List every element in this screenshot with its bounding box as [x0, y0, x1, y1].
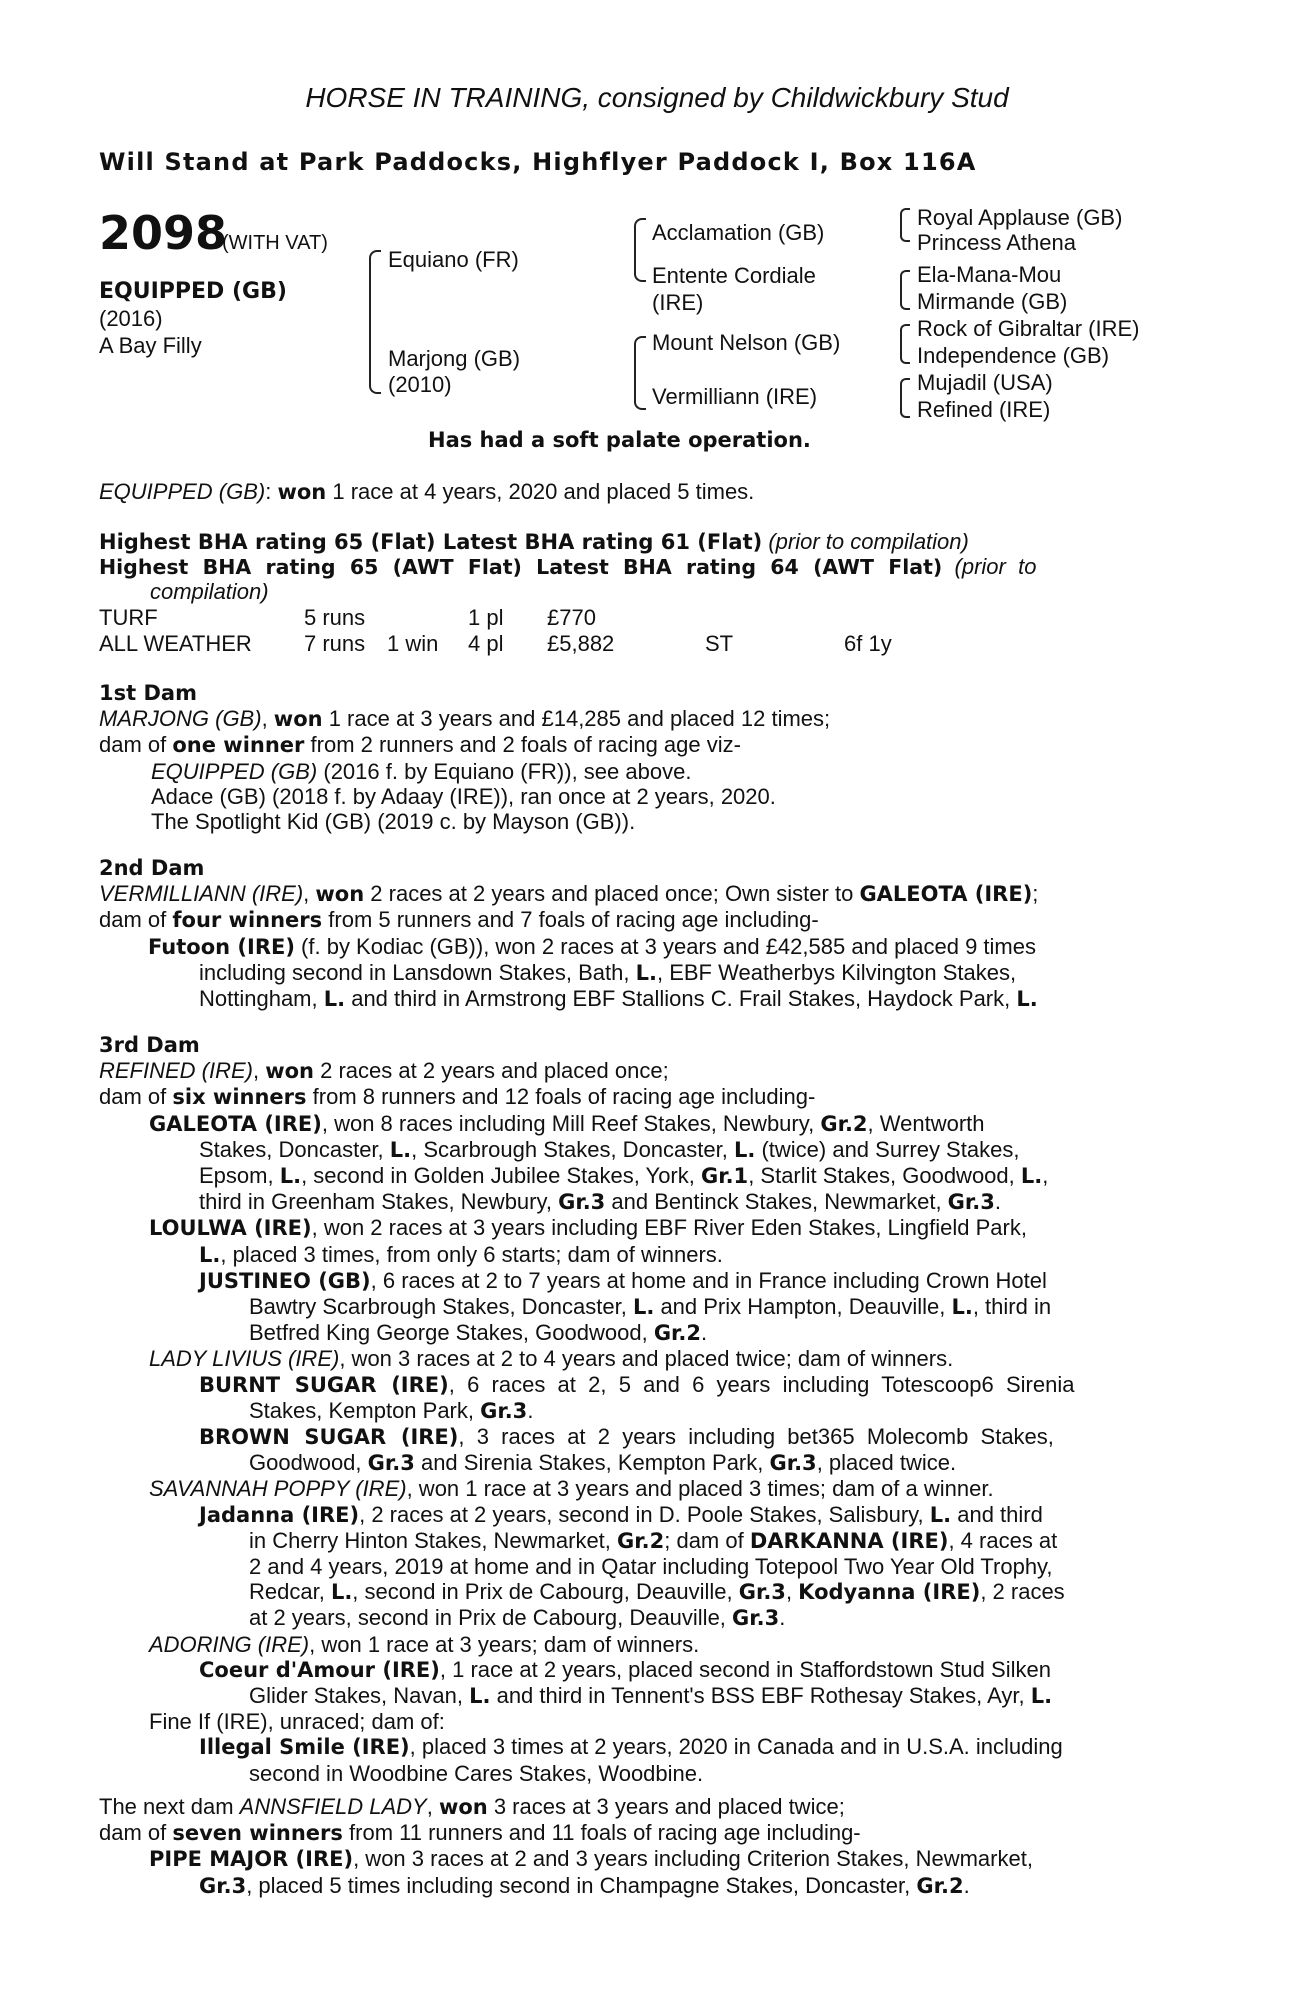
- summary-name: EQUIPPED (GB): [99, 479, 266, 504]
- produce-name: BROWN SUGAR (IRE): [199, 1425, 459, 1450]
- second-dam-section: [99, 855, 1219, 1012]
- text: , won 3 races at 2 to 4 years and placed twice; dam of winners.: [339, 1346, 954, 1372]
- grade: L.: [1016, 987, 1038, 1012]
- produce-name: Futoon (IRE): [148, 934, 295, 959]
- won-text: won: [438, 1795, 488, 1819]
- grade: Gr.3: [947, 1190, 995, 1215]
- text: , 6 races at 2 to 7 years at home and in France including Crown Hotel: [370, 1267, 1047, 1293]
- text: , won 8 races including Mill Reef Stakes, Newbury,: [321, 1110, 821, 1136]
- record-aw-going: ST: [705, 631, 734, 656]
- record-turf-runs: 5 runs: [304, 605, 366, 630]
- horse-name: EQUIPPED (GB): [99, 279, 287, 304]
- text: from 5 runners and 7 foals of racing age including-: [322, 907, 819, 933]
- produce-name: PIPE MAJOR (IRE): [149, 1847, 354, 1872]
- text: Bawtry Scarbrough Stakes, Doncaster,: [249, 1294, 633, 1320]
- grade: L.: [199, 1242, 221, 1267]
- record-turf-placed: 1 pl: [468, 605, 504, 630]
- ancestor-7: Mujadil (USA): [917, 370, 1053, 395]
- dam-year: (2010): [388, 372, 452, 397]
- ancestor-8: Refined (IRE): [917, 397, 1051, 422]
- grade: L.: [929, 1502, 952, 1527]
- produce-name: Jadanna (IRE): [199, 1502, 360, 1527]
- text: and Sirenia Stakes, Kempton Park,: [414, 1450, 770, 1476]
- grade: L.: [951, 1295, 973, 1320]
- grandsire-sire: Acclamation (GB): [652, 220, 825, 245]
- text: dam of: [99, 732, 173, 758]
- third-dam-name: REFINED (IRE): [99, 1058, 253, 1084]
- grade: Gr.2: [653, 1321, 702, 1346]
- record-aw-placed: 4 pl: [468, 631, 504, 656]
- grade: L.: [1020, 1164, 1043, 1189]
- grade: L.: [469, 1684, 491, 1709]
- grade: Gr.2: [617, 1528, 665, 1553]
- lot-number: 2098: [99, 206, 228, 260]
- winners-count: seven winners: [172, 1821, 343, 1846]
- grade: Gr.3: [738, 1580, 786, 1605]
- text: from 2 runners and 2 foals of racing age viz-: [304, 732, 741, 758]
- text: .: [779, 1605, 786, 1631]
- produce-name: Coeur d'Amour (IRE): [199, 1657, 440, 1682]
- first-dam-name: MARJONG (GB): [99, 706, 262, 732]
- produce-name: JUSTINEO (GB): [199, 1268, 371, 1293]
- dam: Marjong (GB): [388, 346, 521, 371]
- won-text: won: [273, 707, 323, 732]
- text: Redcar,: [249, 1579, 331, 1605]
- ancestor-2: Princess Athena: [917, 230, 1076, 255]
- record-aw-wins: 1 win: [387, 631, 439, 656]
- produce-name: Kodyanna (IRE): [798, 1580, 981, 1605]
- text: ,: [426, 1794, 439, 1819]
- text: The next dam: [99, 1794, 240, 1819]
- produce-name: ADORING (IRE): [149, 1631, 310, 1657]
- produce-name: LOULWA (IRE): [149, 1216, 312, 1241]
- text: and Prix Hampton, Deauville,: [654, 1294, 952, 1320]
- winners-count: six winners: [172, 1085, 307, 1110]
- text: ;: [1032, 881, 1039, 907]
- next-dam-section: [99, 1794, 1219, 1899]
- brace-g78: [900, 378, 910, 418]
- text: (2016 f. by Equiano (FR)), see above.: [317, 758, 692, 784]
- produce-entry: Fine If (IRE), unraced; dam of:: [149, 1709, 445, 1735]
- produce-name: Illegal Smile (IRE): [199, 1735, 410, 1760]
- text: from 8 runners and 12 foals of racing age including-: [306, 1084, 816, 1110]
- ancestor-1: Royal Applause (GB): [917, 205, 1123, 230]
- text: .: [527, 1397, 534, 1423]
- won-text: won: [315, 882, 365, 907]
- sire: Equiano (FR): [388, 247, 519, 272]
- text: .: [963, 1872, 970, 1898]
- produce-name: BURNT SUGAR (IRE): [199, 1372, 449, 1397]
- granddam-dam: Vermilliann (IRE): [652, 384, 818, 409]
- brace-g56: [900, 324, 910, 364]
- record-aw-runs: 7 runs: [304, 631, 366, 656]
- race-summary: EQUIPPED (GB): won 1 race at 4 years, 2020 and placed 5 times.: [99, 479, 755, 504]
- text: and third: [951, 1501, 1043, 1527]
- text: 2 races at 2 years and placed once;: [314, 1058, 669, 1084]
- text: (twice) and Surrey Stakes,: [755, 1136, 1020, 1162]
- winners-count: one winner: [172, 733, 305, 758]
- text: ,: [785, 1579, 799, 1605]
- text: .: [701, 1320, 708, 1346]
- text: , EBF Weatherbys Kilvington Stakes,: [656, 959, 1017, 985]
- produce-name: LADY LIVIUS (IRE): [149, 1346, 340, 1372]
- record-aw-prize: £5,882: [547, 631, 615, 656]
- text: ,: [261, 706, 274, 732]
- text: , placed twice.: [816, 1450, 957, 1476]
- brace-g12: [900, 208, 910, 242]
- text: second in Woodbine Cares Stakes, Woodbine.: [249, 1760, 704, 1786]
- grade: Gr.3: [199, 1873, 247, 1898]
- text: , placed 3 times at 2 years, 2020 in Canada and in U.S.A. including: [409, 1734, 1063, 1760]
- summary-won: won: [277, 480, 327, 504]
- text: in Cherry Hinton Stakes, Newmarket,: [249, 1527, 618, 1553]
- grade: Gr.3: [769, 1451, 817, 1476]
- grade: L.: [635, 960, 657, 985]
- produce-entry: The Spotlight Kid (GB) (2019 c. by Mayson (GB)).: [151, 809, 636, 835]
- rating-awt: [99, 554, 1036, 580]
- ancestor-6: Independence (GB): [917, 343, 1110, 368]
- sibling-name: GALEOTA (IRE): [859, 882, 1033, 907]
- text: ,: [303, 881, 316, 907]
- second-dam-heading: 2nd Dam: [99, 856, 205, 880]
- first-dam-heading: 1st Dam: [99, 681, 197, 705]
- rating-awt-note: (prior to: [942, 554, 1037, 579]
- text: Glider Stakes, Navan,: [249, 1683, 470, 1709]
- horse-year: (2016): [99, 306, 163, 331]
- text: , won 1 race at 3 years; dam of winners.: [309, 1631, 700, 1657]
- text: dam of: [99, 1820, 173, 1846]
- text: , third in: [972, 1294, 1052, 1320]
- grade: L.: [330, 1580, 353, 1605]
- rating-awt-bold: Highest BHA rating 65 (AWT Flat) Latest BHA rating 64 (AWT Flat): [99, 555, 943, 579]
- pedigree-brace: [369, 250, 381, 394]
- grade: L.: [733, 1137, 756, 1162]
- grade: L.: [632, 1295, 655, 1320]
- record-turf-prize: £770: [547, 605, 596, 630]
- text: ,: [1042, 1163, 1049, 1189]
- grade: Gr.2: [820, 1111, 868, 1136]
- text: from 11 runners and 11 foals of racing age including-: [342, 1820, 861, 1846]
- text: Stakes, Doncaster,: [199, 1136, 390, 1162]
- text: third in Greenham Stakes, Newbury,: [199, 1189, 559, 1215]
- rating-flat-note: (prior to compilation): [762, 529, 969, 554]
- text: , won 1 race at 3 years and placed 3 times; dam of a winner.: [406, 1476, 994, 1502]
- text: and third in Armstrong EBF Stallions C. Frail Stakes, Haydock Park,: [345, 986, 1017, 1012]
- ancestor-3: Ela-Mana-Mou: [917, 262, 1062, 287]
- grade: Gr.3: [732, 1606, 780, 1631]
- grade: Gr.1: [700, 1164, 749, 1189]
- produce-name: SAVANNAH POPPY (IRE): [149, 1476, 407, 1502]
- vat-note: (WITH VAT): [222, 232, 328, 254]
- text: , second in Prix de Cabourg, Deauville,: [352, 1579, 739, 1605]
- text: at 2 years, second in Prix de Cabourg, Deauville,: [249, 1605, 733, 1631]
- ancestor-4: Mirmande (GB): [917, 289, 1068, 314]
- sire-brace: [634, 218, 646, 282]
- won-text: won: [265, 1059, 315, 1084]
- text: 3 races at 3 years and placed twice;: [487, 1794, 845, 1819]
- produce-name: EQUIPPED (GB): [151, 758, 318, 784]
- text: , Scarbrough Stakes, Doncaster,: [411, 1136, 734, 1162]
- text: , 4 races at: [948, 1527, 1058, 1553]
- text: , placed 3 times, from only 6 starts; dam of winners.: [220, 1241, 723, 1267]
- text: Betfred King George Stakes, Goodwood,: [249, 1320, 654, 1346]
- text: , placed 5 times including second in Champagne Stakes, Doncaster,: [246, 1872, 917, 1898]
- grade: Gr.3: [480, 1398, 528, 1423]
- granddam-sire-b: (IRE): [652, 290, 704, 315]
- text: including second in Lansdown Stakes, Bath,: [199, 959, 636, 985]
- text: Goodwood,: [249, 1450, 368, 1476]
- text: ; dam of: [664, 1527, 750, 1553]
- text: ,: [253, 1058, 266, 1084]
- text: Epsom,: [199, 1163, 280, 1189]
- summary-rest: 1 race at 4 years, 2020 and placed 5 times.: [326, 479, 755, 504]
- text: , second in Golden Jubilee Stakes, York,: [301, 1163, 701, 1189]
- soft-palate-note: Has had a soft palate operation.: [428, 428, 811, 452]
- text: 1 race at 3 years and £14,285 and placed 12 times;: [322, 706, 831, 732]
- text: 2 races at 2 years and placed once; Own sister to: [364, 881, 860, 907]
- text: , 3 races at 2 years including bet365 Molecomb Stakes,: [458, 1424, 1054, 1450]
- text: , Wentworth: [867, 1110, 985, 1136]
- grandsire-dam: Mount Nelson (GB): [652, 330, 841, 355]
- produce-name: DARKANNA (IRE): [749, 1528, 949, 1553]
- grade: L.: [1030, 1684, 1053, 1709]
- text: , Starlit Stakes, Goodwood,: [748, 1163, 1021, 1189]
- text: and Bentinck Stakes, Newmarket,: [605, 1189, 948, 1215]
- rating-flat-bold: Highest BHA rating 65 (Flat) Latest BHA rating 61 (Flat): [99, 530, 763, 554]
- grade: L.: [323, 987, 346, 1012]
- text: Nottingham,: [199, 986, 324, 1012]
- brace-g34: [900, 270, 910, 310]
- text: and third in Tennent's BSS EBF Rothesay Stakes, Ayr,: [490, 1683, 1031, 1709]
- record-turf-label: TURF: [99, 605, 158, 630]
- horse-description: A Bay Filly: [99, 333, 202, 358]
- text: , 6 races at 2, 5 and 6 years including Totescoop6 Sirenia: [448, 1371, 1075, 1397]
- stand-location: Will Stand at Park Paddocks, Highflyer Paddock I, Box 116A: [99, 148, 977, 176]
- first-dam-section: [99, 680, 1219, 834]
- text: , 2 races at 2 years, second in D. Poole Stakes, Salisbury,: [359, 1501, 930, 1527]
- third-dam-heading: 3rd Dam: [99, 1033, 200, 1057]
- grade: Gr.3: [367, 1451, 415, 1476]
- text: , 2 races: [980, 1579, 1065, 1605]
- third-dam-section: [99, 1032, 1219, 1786]
- text: 2 and 4 years, 2019 at home and in Qatar including Totepool Two Year Old Trophy,: [249, 1554, 1053, 1580]
- next-dam-name: ANNSFIELD LADY: [239, 1794, 427, 1819]
- record-aw-label: ALL WEATHER: [99, 631, 252, 656]
- text: , 1 race at 2 years, placed second in Staffordstown Stud Silken: [439, 1656, 1051, 1682]
- text: , won 2 races at 3 years including EBF River Eden Stakes, Lingfield Park,: [311, 1215, 1027, 1241]
- text: (f. by Kodiac (GB)), won 2 races at 3 years and £42,585 and placed 9 times: [294, 933, 1036, 959]
- rating-flat: [99, 529, 969, 555]
- produce-entry: Adace (GB) (2018 f. by Adaay (IRE)), ran once at 2 years, 2020.: [151, 783, 776, 809]
- text: dam of: [99, 907, 173, 933]
- rating-awt-note2: compilation): [150, 579, 269, 604]
- winners-count: four winners: [172, 908, 323, 933]
- text: dam of: [99, 1084, 173, 1110]
- grade: L.: [389, 1137, 412, 1162]
- grade: Gr.2: [916, 1873, 964, 1898]
- text: Stakes, Kempton Park,: [249, 1397, 481, 1423]
- text: , won 3 races at 2 and 3 years including Criterion Stakes, Newmarket,: [353, 1846, 1033, 1872]
- ancestor-5: Rock of Gibraltar (IRE): [917, 316, 1140, 341]
- page-header: HORSE IN TRAINING, consigned by Childwickbury Stud: [305, 82, 1009, 113]
- second-dam-name: VERMILLIANN (IRE): [99, 881, 304, 907]
- record-aw-distance: 6f 1y: [844, 631, 892, 656]
- text: .: [994, 1189, 1001, 1215]
- dam-brace: [634, 336, 646, 410]
- grade: Gr.3: [558, 1190, 606, 1215]
- grade: L.: [279, 1164, 302, 1189]
- produce-name: GALEOTA (IRE): [149, 1111, 322, 1136]
- granddam-sire-a: Entente Cordiale: [652, 263, 816, 288]
